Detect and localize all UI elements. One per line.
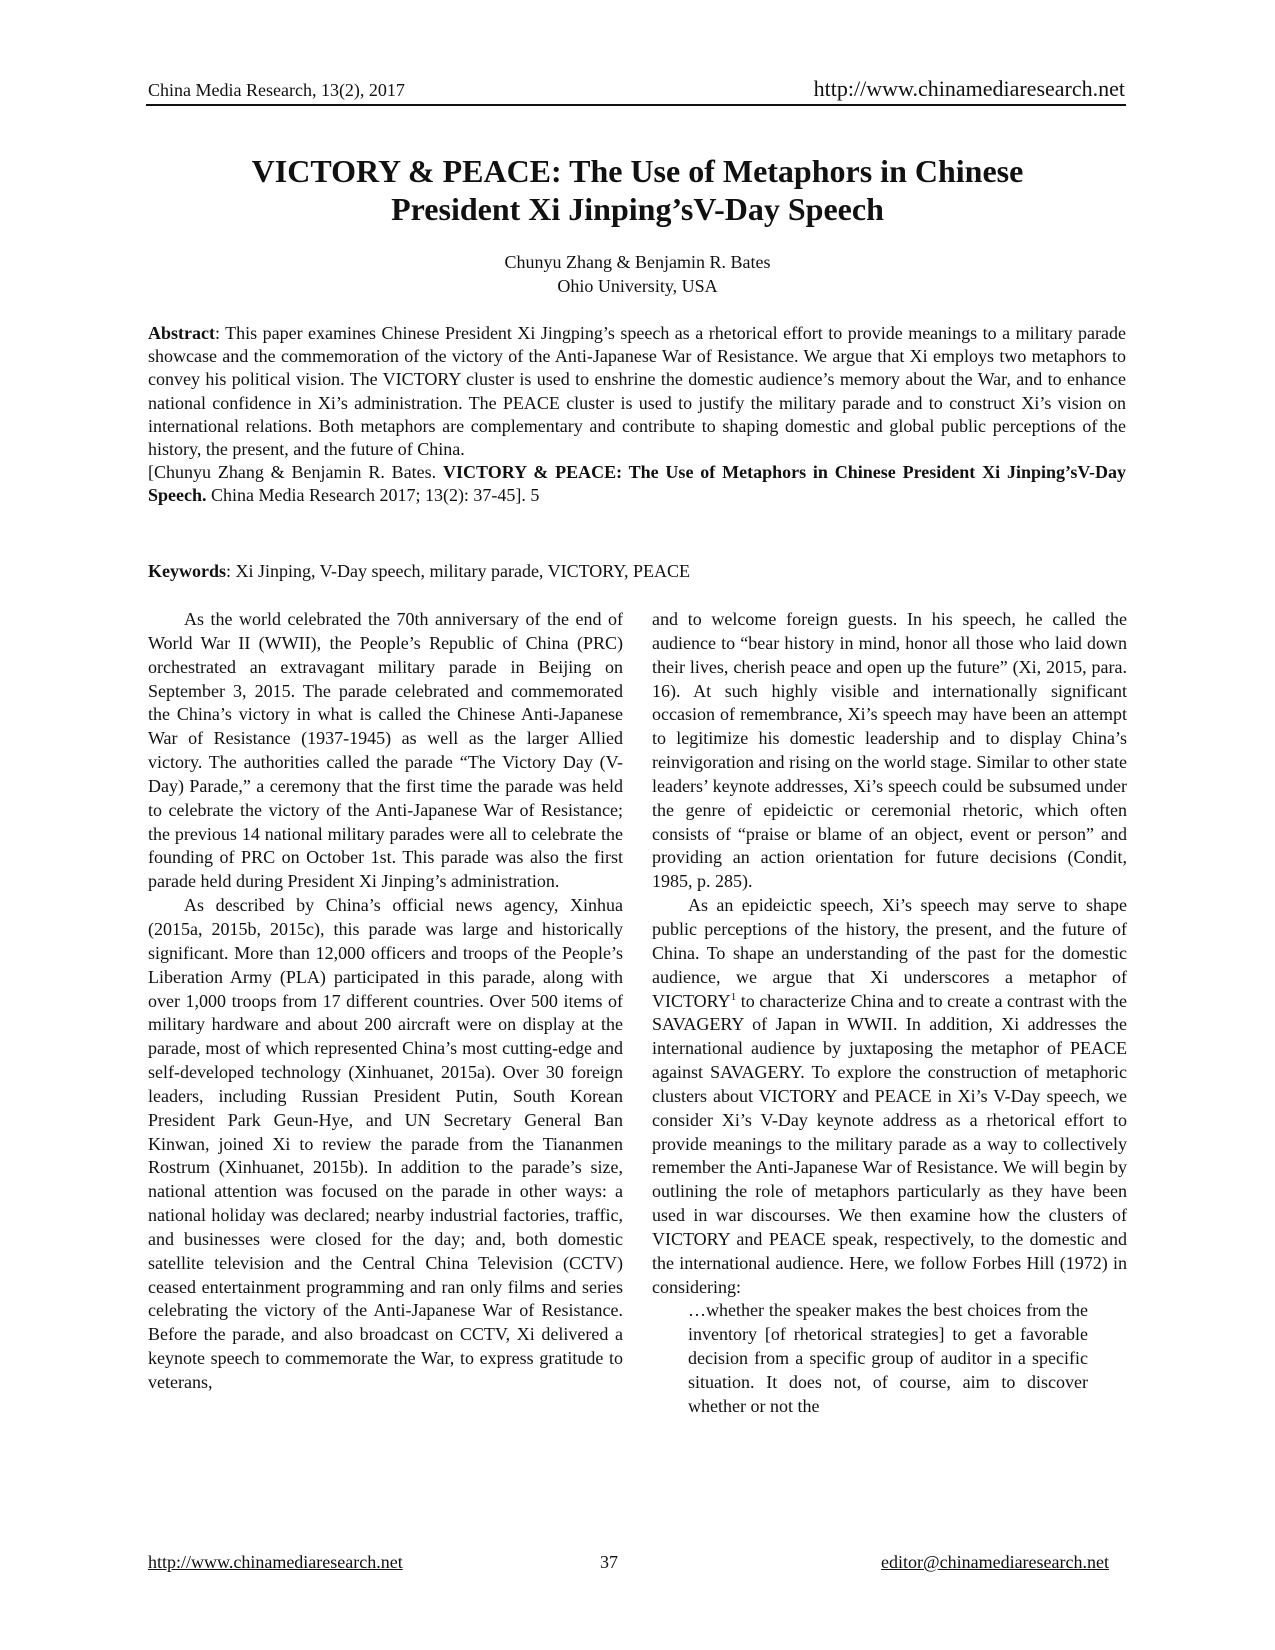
paragraph-part: As an epideictic speech, Xi’s speech may serve to shape public perceptions of the history, the present, and the future of China. To shape an understanding of the past for the domestic audience, we argue that Xi underscores a metaphor of VICTORY (652, 895, 1127, 1011)
journal-citation: China Media Research, 13(2), 2017 (148, 80, 405, 100)
header-rule (146, 104, 1126, 106)
abstract-text: : This paper examines Chinese President Xi Jingping’s speech as a rhetorical effort to provide meanings to a military parade showcase and the commemoration of the victory of the Anti-Japanese War of Resistance. We argue that Xi employs two metaphors to convey his political vision. The VICTORY cluster is used to enshrine the domestic audience’s memory about the War, and to enhance national confidence in Xi’s administration. The PEACE cluster is used to justify the military parade and to construct Xi’s vision on international relations. Both metaphors are complementary and contribute to shaping domestic and global public perceptions of the history, the present, and the future of China. (148, 323, 1126, 460)
paragraph-part: to characterize China and to create a contrast with the SAVAGERY of Japan in WWII. In addition, Xi addresses the international audience by juxtaposing the metaphor of PEACE against SAVAGERY. To explore the construction of metaphoric clusters about VICTORY and PEACE in Xi’s V-Day speech, we consider Xi’s V-Day keynote address as a rhetorical effort to provide meanings to the military parade as a way to collectively remember the Anti-Japanese War of Resistance. We will begin by outlining the role of metaphors particularly as they have been used in war discourses. We then examine how the clusters of VICTORY and PEACE speak, respectively, to the domestic and the international audience. Here, we follow Forbes Hill (1972) in considering: (652, 990, 1128, 1297)
author-block (140, 250, 1135, 298)
title-line-1: VICTORY & PEACE: The Use of Metaphors in Chinese (251, 153, 1024, 189)
citation-prefix: [Chunyu Zhang & Benjamin R. Bates. (148, 462, 444, 483)
citation-title: VICTORY & PEACE: The Use of Metaphors in Chinese President Xi Jinping’sV-Day Speech. (148, 462, 1126, 506)
paper-title (140, 152, 1135, 228)
keywords-text: : Xi Jinping, V-Day speech, military parade, VICTORY, PEACE (226, 561, 690, 581)
paragraph: As the world celebrated the 70th anniversary of the end of World War II (WWII), the People’s Republic of China (PRC) orchestrated an extravagant military parade in Beijing on September 3, 2015. The parade celebrated and commemorated the China’s victory in what is called the Chinese Anti-Japanese War of Resistance (1937-1945) as well as the larger Allied victory. The authorities called the parade “The Victory Day (V-Day) Parade,” a ceremony that the first time the parade was held to celebrate the victory of the Anti-Japanese War of Resistance; the previous 14 national military parades were all to celebrate the founding of PRC on October 1st. This parade was also the first parade held during President Xi Jinping’s administration. (148, 609, 623, 892)
footnote-marker[interactable]: 1 (730, 990, 737, 1003)
footer-url-link[interactable]: http://www.chinamediaresearch.net (148, 1552, 403, 1572)
right-column (652, 608, 1127, 1419)
left-column (148, 608, 623, 1395)
author-names: Chunyu Zhang & Benjamin R. Bates (504, 252, 771, 272)
keywords-label: Keywords (148, 561, 226, 581)
paragraph: As described by China’s official news agency, Xinhua (2015a, 2015b, 2015c), this parade was large and historically significant. More than 12,000 officers and troops of the People’s Liberation Army (PLA) participated in this parade, along with over 1,000 troops from 17 different countries. Over 500 items of military hardware and about 200 aircraft were on display at the parade, most of which represented China’s most cutting-edge and self-developed technology (Xinhuanet, 2015a). Over 30 foreign leaders, including Russian President Putin, South Korean President Park Geun-Hye, and UN Secretary General Ban Kinwan, joined Xi to review the parade from the Tiananmen Rostrum (Xinhuanet, 2015b). In addition to the parade’s size, national attention was focused on the parade in other ways: a national holiday was declared; nearby industrial factories, traffic, and businesses were closed for the day; and, both domestic satellite television and the Central China Television (CCTV) ceased entertainment programming and ran only films and series celebrating the victory of the Anti-Japanese War of Resistance. Before the parade, and also broadcast on CCTV, Xi delivered a keynote speech to commemorate the War, to express gratitude to veterans, (148, 895, 623, 1392)
keywords (148, 560, 1126, 583)
title-line-2: President Xi Jinping’sV-Day Speech (391, 191, 884, 227)
block-quote: …whether the speaker makes the best choices from the inventory [of rhetorical strategies] to get a favorable decision from a specific group of auditor in a specific situation. It does not, of course, aim to discover whether or not the (688, 1300, 1088, 1416)
author-affiliation: Ohio University, USA (557, 276, 718, 296)
abstract-body (148, 322, 1126, 461)
paragraph: and to welcome foreign guests. In his speech, he called the audience to “bear history in mind, honor all those who laid down their lives, cherish peace and open up the future” (Xi, 2015, para. 16). At such highly visible and internationally significant occasion of remembrance, Xi’s speech may have been an attempt to legitimize his domestic leadership and to display China’s reinvigoration and rising on the world stage. Similar to other state leaders’ keynote addresses, Xi’s speech could be subsumed under the genre of epideictic or ceremonial rhetoric, which often consists of “praise or blame of an object, event or person” and providing an action orientation for future decisions (Condit, 1985, p. 285). (652, 609, 1127, 892)
citation (148, 461, 1126, 507)
footer-email-link[interactable]: editor@chinamediaresearch.net (881, 1552, 1109, 1572)
abstract (148, 322, 1126, 508)
citation-suffix: China Media Research 2017; 13(2): 37-45]. 5 (206, 485, 540, 506)
paragraph (652, 894, 1127, 1299)
page-number: 37 (600, 1552, 618, 1572)
abstract-label: Abstract (148, 323, 215, 343)
header-url: http://www.chinamediaresearch.net (813, 76, 1125, 101)
